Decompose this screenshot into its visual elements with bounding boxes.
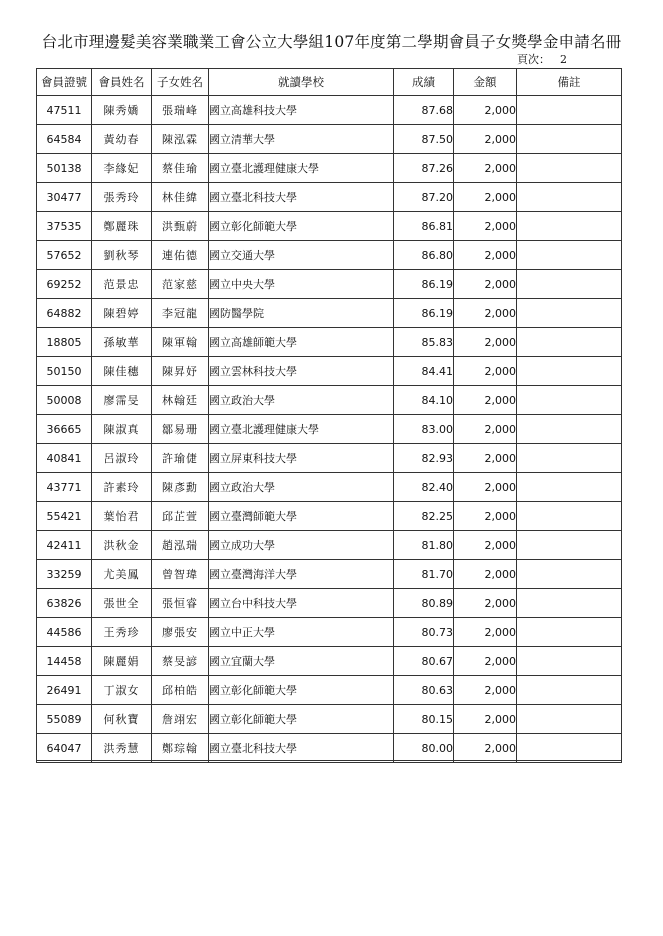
cell-note xyxy=(517,96,622,125)
table-row xyxy=(37,444,622,473)
cell-score: 80.63 xyxy=(394,676,454,705)
cell-amount: 2,000 xyxy=(454,183,517,212)
cell-school: 國立雲林科技大學 xyxy=(209,357,394,386)
table-body xyxy=(37,96,622,763)
cell-member-name: 孫敏華 xyxy=(92,328,152,357)
cell-note xyxy=(517,270,622,299)
cell-child-name: 蔡佳瑜 xyxy=(152,154,209,183)
cell-member-name: 許素玲 xyxy=(92,473,152,502)
cell-score: 80.00 xyxy=(394,734,454,763)
page-number-line xyxy=(517,51,567,67)
cell-note xyxy=(517,125,622,154)
cell-amount: 2,000 xyxy=(454,299,517,328)
cell-child-name: 連佑德 xyxy=(152,241,209,270)
cell-amount: 2,000 xyxy=(454,502,517,531)
cell-member-id: 18805 xyxy=(37,328,92,357)
cell-note xyxy=(517,212,622,241)
cell-score: 86.19 xyxy=(394,270,454,299)
cell-member-id: 64047 xyxy=(37,734,92,763)
cell-member-id: 30477 xyxy=(37,183,92,212)
cell-score: 82.40 xyxy=(394,473,454,502)
header-child-name: 子女姓名 xyxy=(152,69,209,96)
cell-school: 國立交通大學 xyxy=(209,241,394,270)
cell-score: 87.50 xyxy=(394,125,454,154)
cell-school: 國立臺灣師範大學 xyxy=(209,502,394,531)
cell-note xyxy=(517,589,622,618)
cell-member-id: 26491 xyxy=(37,676,92,705)
cell-note xyxy=(517,734,622,763)
cell-member-id: 47511 xyxy=(37,96,92,125)
cell-child-name: 陳彥勳 xyxy=(152,473,209,502)
cell-note xyxy=(517,299,622,328)
cell-member-name: 張秀玲 xyxy=(92,183,152,212)
cell-note xyxy=(517,357,622,386)
cell-member-name: 范景忠 xyxy=(92,270,152,299)
table-row xyxy=(37,212,622,241)
cell-score: 80.89 xyxy=(394,589,454,618)
table-row xyxy=(37,647,622,676)
cell-school: 國立彰化師範大學 xyxy=(209,212,394,241)
cell-school: 國立臺北科技大學 xyxy=(209,183,394,212)
cell-member-name: 陳秀嬌 xyxy=(92,96,152,125)
cell-note xyxy=(517,676,622,705)
cell-score: 84.10 xyxy=(394,386,454,415)
cell-amount: 2,000 xyxy=(454,415,517,444)
cell-child-name: 趙泓瑞 xyxy=(152,531,209,560)
cell-child-name: 林翰廷 xyxy=(152,386,209,415)
cell-member-id: 50008 xyxy=(37,386,92,415)
cell-score: 80.73 xyxy=(394,618,454,647)
cell-school: 國立臺灣海洋大學 xyxy=(209,560,394,589)
header-school: 就讀學校 xyxy=(209,69,394,96)
cell-member-name: 呂淑玲 xyxy=(92,444,152,473)
cell-amount: 2,000 xyxy=(454,705,517,734)
cell-school: 國立台中科技大學 xyxy=(209,589,394,618)
cell-amount: 2,000 xyxy=(454,357,517,386)
bottom-rule xyxy=(36,760,621,761)
cell-score: 83.00 xyxy=(394,415,454,444)
cell-school: 國立臺北護理健康大學 xyxy=(209,154,394,183)
cell-member-name: 劉秋琴 xyxy=(92,241,152,270)
cell-amount: 2,000 xyxy=(454,676,517,705)
table-row xyxy=(37,299,622,328)
cell-member-name: 何秋寶 xyxy=(92,705,152,734)
cell-note xyxy=(517,386,622,415)
cell-member-id: 44586 xyxy=(37,618,92,647)
cell-note xyxy=(517,415,622,444)
cell-member-name: 尤美鳳 xyxy=(92,560,152,589)
cell-member-name: 陳碧婷 xyxy=(92,299,152,328)
cell-amount: 2,000 xyxy=(454,212,517,241)
table-row xyxy=(37,676,622,705)
cell-score: 86.81 xyxy=(394,212,454,241)
header-member-id: 會員證號 xyxy=(37,69,92,96)
page-number-label: 頁次： xyxy=(517,53,550,66)
table-row xyxy=(37,531,622,560)
table-row xyxy=(37,415,622,444)
cell-score: 86.19 xyxy=(394,299,454,328)
table-row xyxy=(37,328,622,357)
cell-member-name: 廖霈旻 xyxy=(92,386,152,415)
cell-amount: 2,000 xyxy=(454,589,517,618)
cell-note xyxy=(517,502,622,531)
cell-note xyxy=(517,241,622,270)
cell-child-name: 邱芷萱 xyxy=(152,502,209,531)
cell-score: 82.25 xyxy=(394,502,454,531)
cell-child-name: 蔡旻諺 xyxy=(152,647,209,676)
cell-member-name: 洪秀慧 xyxy=(92,734,152,763)
cell-child-name: 范家慈 xyxy=(152,270,209,299)
cell-note xyxy=(517,328,622,357)
cell-score: 87.68 xyxy=(394,96,454,125)
cell-amount: 2,000 xyxy=(454,386,517,415)
table-row xyxy=(37,589,622,618)
cell-amount: 2,000 xyxy=(454,125,517,154)
cell-school: 國立宜蘭大學 xyxy=(209,647,394,676)
cell-member-id: 36665 xyxy=(37,415,92,444)
cell-member-name: 王秀珍 xyxy=(92,618,152,647)
cell-child-name: 曾智瑋 xyxy=(152,560,209,589)
cell-score: 81.70 xyxy=(394,560,454,589)
table-row xyxy=(37,154,622,183)
cell-child-name: 陳泓霖 xyxy=(152,125,209,154)
cell-school: 國立彰化師範大學 xyxy=(209,676,394,705)
cell-school: 國立清華大學 xyxy=(209,125,394,154)
cell-member-id: 37535 xyxy=(37,212,92,241)
cell-note xyxy=(517,618,622,647)
cell-member-name: 洪秋金 xyxy=(92,531,152,560)
cell-child-name: 詹翊宏 xyxy=(152,705,209,734)
cell-amount: 2,000 xyxy=(454,618,517,647)
header-note: 備註 xyxy=(517,69,622,96)
cell-note xyxy=(517,560,622,589)
cell-school: 國立中正大學 xyxy=(209,618,394,647)
cell-amount: 2,000 xyxy=(454,560,517,589)
cell-child-name: 李冠龍 xyxy=(152,299,209,328)
cell-member-name: 丁淑女 xyxy=(92,676,152,705)
cell-school: 國防醫學院 xyxy=(209,299,394,328)
cell-member-id: 40841 xyxy=(37,444,92,473)
table-row xyxy=(37,502,622,531)
cell-school: 國立臺北護理健康大學 xyxy=(209,415,394,444)
cell-school: 國立臺北科技大學 xyxy=(209,734,394,763)
cell-note xyxy=(517,647,622,676)
cell-member-name: 陳麗娟 xyxy=(92,647,152,676)
cell-note xyxy=(517,444,622,473)
cell-amount: 2,000 xyxy=(454,444,517,473)
cell-amount: 2,000 xyxy=(454,154,517,183)
document-title: 台北市理邊髮美容業職業工會公立大學組107年度第二學期會員子女獎學金申請名冊 xyxy=(41,33,622,51)
cell-score: 84.41 xyxy=(394,357,454,386)
cell-member-id: 64882 xyxy=(37,299,92,328)
cell-score: 81.80 xyxy=(394,531,454,560)
cell-member-id: 69252 xyxy=(37,270,92,299)
cell-amount: 2,000 xyxy=(454,647,517,676)
table-row xyxy=(37,705,622,734)
cell-amount: 2,000 xyxy=(454,241,517,270)
table-row xyxy=(37,618,622,647)
cell-amount: 2,000 xyxy=(454,531,517,560)
cell-score: 85.83 xyxy=(394,328,454,357)
cell-note xyxy=(517,531,622,560)
cell-school: 國立高雄科技大學 xyxy=(209,96,394,125)
cell-child-name: 鄒易珊 xyxy=(152,415,209,444)
cell-child-name: 林佳緯 xyxy=(152,183,209,212)
cell-child-name: 陳軍翰 xyxy=(152,328,209,357)
cell-score: 87.20 xyxy=(394,183,454,212)
cell-school: 國立成功大學 xyxy=(209,531,394,560)
table-row xyxy=(37,241,622,270)
cell-member-id: 42411 xyxy=(37,531,92,560)
cell-note xyxy=(517,473,622,502)
cell-member-id: 57652 xyxy=(37,241,92,270)
cell-member-id: 50138 xyxy=(37,154,92,183)
table-row xyxy=(37,560,622,589)
cell-school: 國立屏東科技大學 xyxy=(209,444,394,473)
cell-member-id: 55089 xyxy=(37,705,92,734)
cell-member-id: 33259 xyxy=(37,560,92,589)
cell-score: 80.67 xyxy=(394,647,454,676)
header-member-name: 會員姓名 xyxy=(92,69,152,96)
cell-score: 80.15 xyxy=(394,705,454,734)
cell-school: 國立中央大學 xyxy=(209,270,394,299)
cell-school: 國立高雄師範大學 xyxy=(209,328,394,357)
cell-note xyxy=(517,154,622,183)
cell-score: 86.80 xyxy=(394,241,454,270)
cell-score: 82.93 xyxy=(394,444,454,473)
cell-member-id: 43771 xyxy=(37,473,92,502)
cell-school: 國立政治大學 xyxy=(209,473,394,502)
cell-member-id: 63826 xyxy=(37,589,92,618)
cell-child-name: 許瑜倢 xyxy=(152,444,209,473)
table-row xyxy=(37,96,622,125)
cell-member-name: 陳淑真 xyxy=(92,415,152,444)
cell-member-name: 李緣妃 xyxy=(92,154,152,183)
cell-child-name: 鄭琮翰 xyxy=(152,734,209,763)
table-row xyxy=(37,183,622,212)
cell-amount: 2,000 xyxy=(454,473,517,502)
header-score: 成績 xyxy=(394,69,454,96)
cell-note xyxy=(517,183,622,212)
cell-school: 國立彰化師範大學 xyxy=(209,705,394,734)
cell-member-name: 陳佳穗 xyxy=(92,357,152,386)
cell-score: 87.26 xyxy=(394,154,454,183)
cell-member-name: 葉怡君 xyxy=(92,502,152,531)
cell-member-id: 50150 xyxy=(37,357,92,386)
table-row xyxy=(37,357,622,386)
cell-child-name: 張瑞峰 xyxy=(152,96,209,125)
cell-child-name: 廖張安 xyxy=(152,618,209,647)
table-header-row xyxy=(37,69,622,96)
table-row xyxy=(37,734,622,763)
cell-member-id: 14458 xyxy=(37,647,92,676)
cell-child-name: 洪甄蔚 xyxy=(152,212,209,241)
cell-amount: 2,000 xyxy=(454,96,517,125)
cell-member-name: 張世全 xyxy=(92,589,152,618)
cell-member-name: 黃幼春 xyxy=(92,125,152,154)
header-amount: 金額 xyxy=(454,69,517,96)
cell-amount: 2,000 xyxy=(454,328,517,357)
cell-child-name: 張恒睿 xyxy=(152,589,209,618)
table-row xyxy=(37,270,622,299)
cell-amount: 2,000 xyxy=(454,734,517,763)
table-row xyxy=(37,473,622,502)
cell-amount: 2,000 xyxy=(454,270,517,299)
cell-member-name: 鄭麗珠 xyxy=(92,212,152,241)
cell-member-id: 64584 xyxy=(37,125,92,154)
cell-member-id: 55421 xyxy=(37,502,92,531)
page-number-value: 2 xyxy=(560,53,567,66)
cell-child-name: 邱柏皓 xyxy=(152,676,209,705)
cell-note xyxy=(517,705,622,734)
scholarship-roster-table xyxy=(36,68,622,763)
table-row xyxy=(37,125,622,154)
cell-child-name: 陳昇妤 xyxy=(152,357,209,386)
cell-school: 國立政治大學 xyxy=(209,386,394,415)
table-row xyxy=(37,386,622,415)
